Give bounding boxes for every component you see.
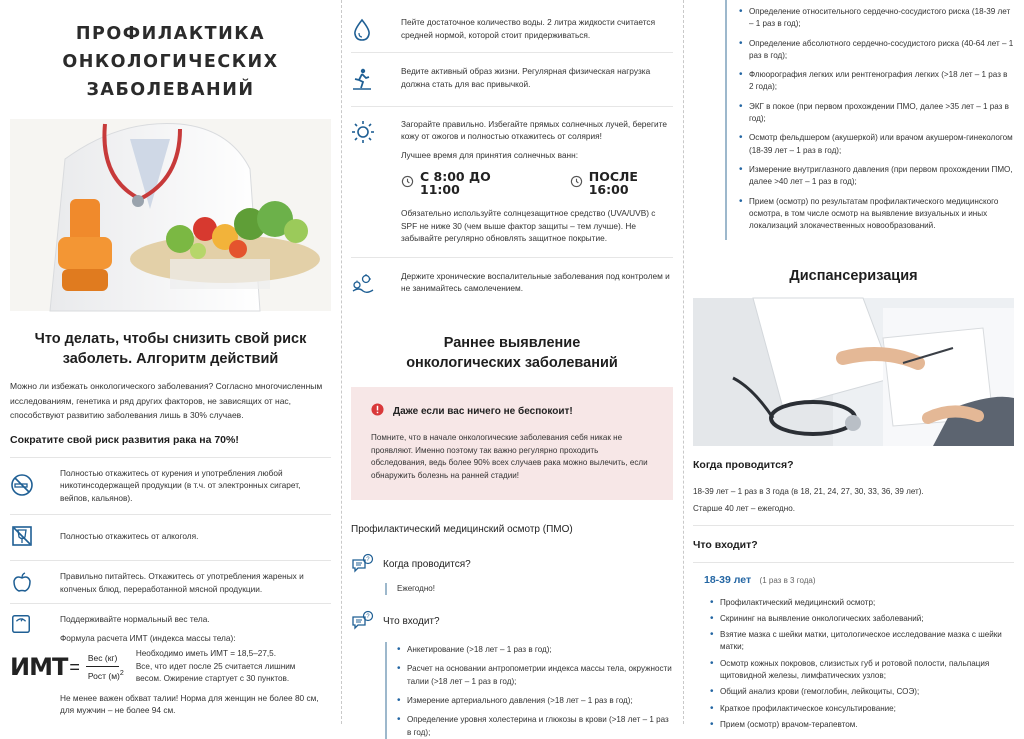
- age-group: [704, 573, 1014, 588]
- when-answer: Ежегодно!: [397, 584, 435, 594]
- item-text: Полностью откажитесь от курения и употребления любой никотинсодержащей продукции (в т.ч. от электронных сигарет, вейпов, кальянов).: [60, 467, 301, 503]
- clock-icon: [570, 175, 583, 192]
- list-item: • Анкетирование (>18 лет – 1 раз в год);: [397, 644, 673, 656]
- den-exponent: 2: [119, 668, 124, 677]
- clock-icon: [401, 175, 414, 192]
- qa-when: [351, 554, 673, 577]
- tip-item: [351, 53, 673, 106]
- heading-line: заболеть. Алгоритм действий: [62, 351, 279, 367]
- column-right: [683, 0, 1024, 729]
- age-frequency: (1 раз в 3 года): [759, 576, 816, 586]
- sun-content: [401, 118, 673, 245]
- list-item: [10, 514, 331, 560]
- list-item: [10, 457, 331, 515]
- sun-best-time-label: Лучшее время для принятия солнечных ванн:: [401, 149, 579, 160]
- bmi-numerator: Вес (кг): [86, 652, 120, 666]
- alert-title-row: [371, 403, 653, 422]
- svg-text:?: ?: [366, 614, 370, 621]
- doctor-vegetables-photo: [10, 119, 331, 311]
- list-item: • Общий анализ крови (гемоглобин, лейкоциты, СОЭ);: [710, 686, 1014, 698]
- equals-sign: =: [69, 656, 80, 677]
- sun-times: [401, 171, 673, 196]
- list-item: • Профилактический медицинский осмотр;: [710, 597, 1014, 609]
- doctor-consultation-photo: [693, 298, 1014, 446]
- no-alcohol-icon: [10, 524, 60, 548]
- alert-text: Помните, что в начале онкологические заболевания себя никак не проявляют. Именно поэтому так важно регулярно проходить обследования, ведь более 90% всех случаев рака можно вылечить, если обнаружить болезнь на ранней стадии!: [371, 433, 648, 480]
- list-item: • Прием (осмотр) по результатам профилактического медицинского осмотра, в том числе осмотр на выявление визуальных и иных локализаций злокачественных новообразований.: [739, 196, 1014, 233]
- bmi-note: Все, что идет после 25 считается лишним весом. Ожирение стартует с 30 пунктов.: [135, 661, 296, 684]
- time-morning: С 8:00 ДО 11:00: [420, 169, 491, 197]
- list-item: • Расчет на основании антропометрии индекса массы тела, окружности талии (>18 лет – 1 раз в год);: [397, 663, 673, 688]
- doctor-photo-illustration: [10, 119, 331, 311]
- apple-icon: [10, 571, 60, 595]
- bmi-abbr: ИМТ: [10, 652, 68, 681]
- virus-icon: [351, 270, 401, 297]
- pmo-list: [397, 644, 673, 739]
- early-detection-heading: [351, 333, 673, 373]
- list-item: • Измерение внутриглазного давления (при первом прохождении ПМО, далее >40 лет – 1 раз в год);: [739, 164, 1014, 189]
- bmi-fraction: [86, 652, 126, 681]
- when-text: 18-39 лет – 1 раз в 3 года (в 18, 21, 24, 27, 30, 33, 36, 39 лет).: [693, 486, 924, 496]
- formula-label: Формула расчета ИМТ (индекса массы тела):: [60, 633, 236, 644]
- bmi-notes: [136, 648, 306, 686]
- tip-item: [351, 258, 673, 309]
- pmo-heading: Профилактический медицинский осмотр (ПМО): [351, 524, 573, 536]
- waist-note: Не менее важен обхват талии! Норма для женщин не более 80 см, для мужчин – не более 94 см.: [60, 692, 319, 716]
- when-answer-block: [385, 583, 673, 595]
- title-line-1: ПРОФИЛАКТИКА: [75, 24, 266, 44]
- heading-line: онкологических заболеваний: [406, 354, 618, 371]
- no-smoking-icon: [10, 473, 60, 497]
- list-item: • Краткое профилактическое консультирование;: [710, 703, 1014, 715]
- sun-icon: [351, 118, 401, 245]
- list-item: • Осмотр фельдшером (акушеркой) или врачом акушером-гинекологом (18-39 лет – 1 раз в год);: [739, 132, 1014, 157]
- weight-block: [10, 603, 331, 644]
- tip-text: Держите хронические воспалительные заболевания под контролем и не занимайтесь самолечением.: [401, 270, 670, 294]
- brochure-title: [10, 0, 331, 104]
- item-text: Полностью откажитесь от алкоголя.: [60, 530, 199, 541]
- list-item: • Скрининг на выявление онкологических заболеваний;: [710, 613, 1014, 625]
- sun-text: Загорайте правильно. Избегайте прямых солнечных лучей, берегите кожу от ожогов и полностью откажитесь от солярия!: [401, 118, 668, 142]
- intro-text: Можно ли избежать онкологического заболевания? Согласно многочисленным исследованиям, генетика и ряд других факторов, не зависящих от нас, способствуют развитию заболевания лишь в 30% случаев.: [10, 381, 323, 420]
- weight-text: Поддерживайте нормальный вес тела.: [60, 614, 210, 625]
- warning-icon: [371, 403, 384, 422]
- spf-text: Обязательно используйте солнцезащитное средство (UVA/UVB) с SPF не ниже 30 (чем выше фактор защиты – тем лучше). Не забывайте регулярно обновлять защитное покрытие.: [401, 208, 656, 244]
- column-left: [0, 0, 341, 724]
- list-item: • Осмотр кожных покровов, слизистых губ и ротовой полости, пальпация щитовидной железы, лимфатических узлов;: [710, 658, 1014, 683]
- age-label: 18-39 лет: [704, 574, 752, 587]
- what-question: Что входит?: [383, 616, 440, 628]
- list-item: • ЭКГ в покое (при первом прохождении ПМО, далее >35 лет – 1 раз в год);: [739, 101, 1014, 126]
- dispensary-heading: Диспансеризация: [789, 268, 918, 285]
- heading-line: Раннее выявление: [443, 334, 581, 351]
- list-item: • Измерение артериального давления (>18 лет – 1 раз в год);: [397, 695, 673, 707]
- tip-text: Ведите активный образ жизни. Регулярная физическая нагрузка должна стать для вас привычкой.: [401, 66, 651, 89]
- disp-list: [710, 597, 1014, 732]
- column-middle: [341, 0, 683, 737]
- list-item: • Определение абсолютного сердечно-сосудистого риска (40-64 лет – 1 раз в год);: [739, 38, 1014, 63]
- alert-title: Даже если вас ничего не беспокоит!: [393, 405, 573, 417]
- list-item: • Взятие мазка с шейки матки, цитологическое исследование мазка с шейки матки;: [710, 629, 1014, 654]
- tip-text: Пейте достаточное количество воды. 2 литра жидкости считается средней нормой, которой стоит придерживаться.: [401, 17, 656, 40]
- time-evening: ПОСЛЕ 16:00: [588, 169, 638, 197]
- what-list-block: [385, 642, 673, 739]
- scale-icon: [10, 613, 60, 644]
- water-drop-icon: [351, 16, 401, 45]
- when-heading: Когда проводится?: [693, 459, 794, 472]
- pmo-list-continued: [725, 0, 1014, 240]
- list-item: • Определение уровня холестерина и глюкозы в крови (>18 лет – 1 раз в год);: [397, 714, 673, 739]
- tip-item: [351, 0, 673, 53]
- when-text: Старше 40 лет – ежегодно.: [693, 504, 795, 514]
- den-text: Рост (м): [87, 670, 120, 681]
- question-chat-icon: [351, 554, 375, 577]
- list-item: • Определение относительного сердечно-сосудистого риска (18-39 лет – 1 раз в год);: [739, 6, 1014, 31]
- what-heading: Что входит?: [693, 539, 758, 552]
- question-chat-icon: [351, 611, 375, 634]
- list-item: [10, 560, 331, 603]
- qa-what: [351, 611, 673, 634]
- bmi-denominator: [86, 667, 126, 682]
- running-icon: [351, 65, 401, 94]
- pmo-list-cont: [739, 6, 1014, 232]
- alert-box: [351, 387, 673, 501]
- list-item: • Прием (осмотр) врачом-терапевтом.: [710, 719, 1014, 731]
- when-question: Когда проводится?: [383, 559, 471, 571]
- bmi-note: Необходимо иметь ИМТ = 18,5–27,5.: [135, 649, 276, 659]
- list-item: • Флюорография легких или рентгенография легких (>18 лет – 1 раз в 2 года);: [739, 69, 1014, 94]
- svg-text:?: ?: [366, 557, 370, 564]
- reduce-risk-heading: Сократите свой риск развития рака на 70%!: [10, 433, 239, 446]
- heading-line: Что делать, чтобы снизить свой риск: [34, 331, 307, 347]
- title-line-2: ОНКОЛОГИЧЕСКИХ ЗАБОЛЕВАНИЙ: [62, 52, 279, 100]
- item-text: Правильно питайтесь. Откажитесь от употребления жареных и копченых блюд, переработанной мясной продукции.: [60, 571, 304, 594]
- action-algorithm-heading: [10, 329, 331, 369]
- bmi-formula: [10, 648, 331, 686]
- tip-item-sun: [351, 107, 673, 258]
- consultation-illustration: [693, 298, 1014, 446]
